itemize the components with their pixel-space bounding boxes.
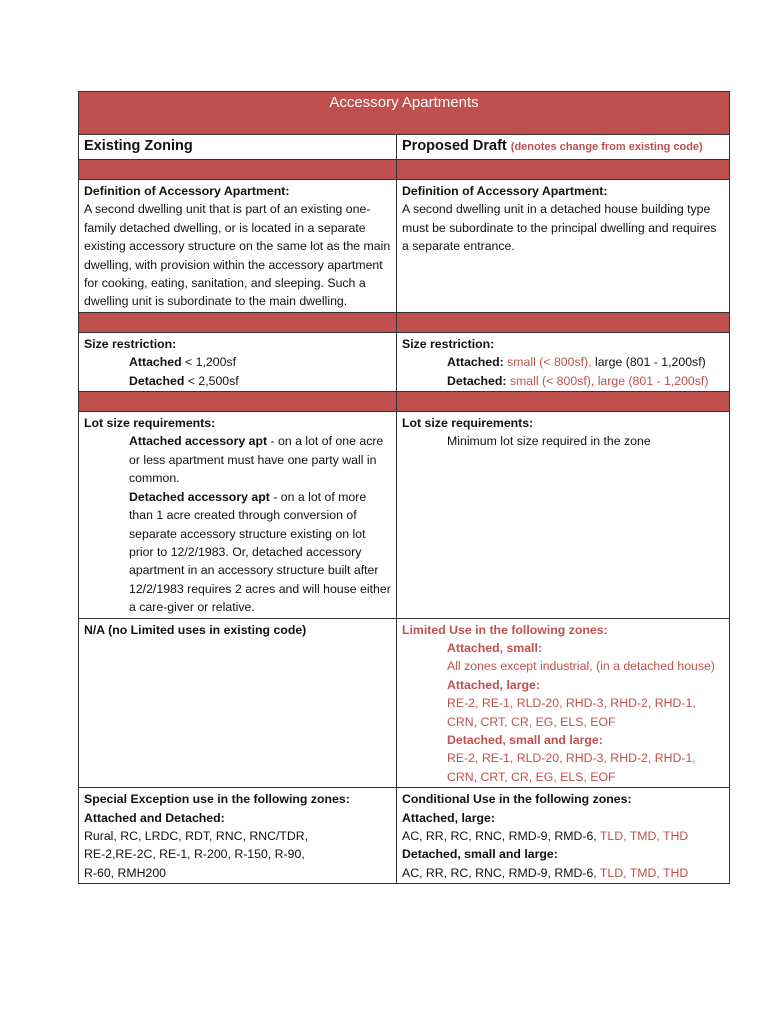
special-existing-label: Special Exception use in the following zones: [84, 792, 350, 807]
lot-proposed-text: Minimum lot size required in the zone [447, 434, 651, 449]
spacer-row [79, 160, 730, 180]
special-zone-line: R-60, RMH200 [84, 865, 167, 880]
definition-existing-text: A second dwelling unit that is part of an existing one-family detached dwelling, or is located in a separate existing accessory structure on the same lot as the main dwelling, with provision within the accessory apartment for cooking, eating, sanitation, and sleeping. Such a dwelling unit is subordinate to the main dwelling. [84, 202, 391, 309]
conditional-detached-zones [402, 864, 724, 882]
special-zone-line: Rural, RC, LRDC, RDT, RNC, RNC/TDR, [84, 829, 309, 843]
zones-existing: AC, RR, RC, RNC, RMD-9, RMD-6, [402, 829, 597, 843]
lot-detached-label: Detached accessory apt [129, 489, 270, 504]
spacer-row [79, 392, 730, 412]
special-existing-sublabel: Attached and Detached: [84, 810, 225, 825]
existing-zoning-title: Existing Zoning [84, 138, 193, 154]
lot-attached-label: Attached accessory apt [129, 434, 268, 449]
limited-attached-large-label: Attached, large: [447, 677, 540, 692]
spacer-cell [79, 312, 397, 332]
definition-proposed-cell [397, 180, 730, 313]
spacer-cell [79, 160, 397, 180]
lot-proposed-label: Lot size requirements: [402, 416, 534, 431]
lot-detached-text: - on a lot of more than 1 acre created through conversion of separate accessory structure existing on lot prior to 12/2/1983. Or, detached accessory apartment in an accessory structure built after 12/2/1983 requires 2 acres and will house either a care-giver or relative. [129, 489, 391, 615]
attached-label: Attached [129, 355, 182, 370]
title-row [79, 92, 730, 135]
limited-attached-large-text: RE-2, RE-1, RLD-20, RHD-3, RHD-2, RHD-1, CRN, CRT, CR, EG, ELS, EOF [447, 696, 696, 729]
conditional-attached-large-label: Attached, large: [402, 810, 495, 825]
limited-existing-text: N/A (no Limited uses in existing code) [84, 622, 307, 637]
limited-detached-text: RE-2, RE-1, RLD-20, RHD-3, RHD-2, RHD-1, CRN, CRT, CR, EG, ELS, EOF [447, 751, 696, 784]
spacer-cell [397, 160, 730, 180]
attached-large-value: large (801 - 1,200sf) [594, 355, 706, 370]
size-row [79, 332, 730, 391]
lot-detached-block [84, 488, 391, 617]
proposed-draft-title: Proposed Draft [402, 138, 507, 154]
detached-small-value: small (< 800sf), [509, 373, 595, 388]
conditional-detached-label: Detached, small and large: [402, 847, 558, 862]
conditional-label: Conditional Use in the following zones: [402, 792, 632, 807]
conditional-proposed-cell [397, 788, 730, 884]
zones-new: TLD, TMD, THD [599, 829, 689, 843]
size-proposed-label: Size restriction: [402, 336, 495, 351]
limited-use-row [79, 618, 730, 788]
definition-row [79, 180, 730, 313]
spacer-row [79, 312, 730, 332]
size-existing-cell [79, 332, 397, 391]
size-existing-detached [84, 372, 391, 390]
attached-value: < 1,200sf [185, 355, 236, 370]
attached-small-value: small (< 800sf), [507, 355, 592, 370]
size-proposed-detached [402, 372, 724, 390]
detached-label: Detached: [447, 373, 507, 388]
definition-existing-label: Definition of Accessory Apartment: [84, 184, 290, 198]
spacer-cell [397, 392, 730, 412]
limited-attached-small-label: Attached, small: [447, 640, 542, 655]
limited-proposed-label: Limited Use in the following zones: [402, 622, 608, 637]
limited-proposed-cell [397, 618, 730, 788]
definition-existing-cell [79, 180, 397, 313]
zones-new: TLD, TMD, THD [599, 865, 689, 880]
table-title: Accessory Apartments [79, 92, 730, 135]
size-proposed-cell [397, 332, 730, 391]
header-row [79, 135, 730, 160]
detached-value: < 2,500sf [187, 373, 239, 388]
existing-zoning-header [79, 135, 397, 160]
spacer-cell [79, 392, 397, 412]
size-existing-label: Size restriction: [84, 336, 177, 351]
accessory-apartments-table [78, 91, 730, 884]
definition-proposed-label: Definition of Accessory Apartment: [402, 184, 608, 198]
limited-detached-label: Detached, small and large: [447, 732, 603, 747]
special-zone-line: RE-2,RE-2C, RE-1, R-200, R-150, R-90, [84, 847, 305, 862]
detached-large-value: large (801 - 1,200sf) [597, 373, 709, 388]
special-existing-cell [79, 788, 397, 884]
lot-existing-cell [79, 412, 397, 618]
limited-attached-small-text: All zones except industrial, (in a detached house) [447, 659, 715, 674]
conditional-attached-large-zones [402, 827, 724, 845]
detached-label: Detached [129, 373, 185, 388]
lot-existing-label: Lot size requirements: [84, 416, 216, 431]
lot-attached-block [84, 432, 391, 487]
attached-label: Attached: [447, 355, 504, 370]
change-note: (denotes change from existing code) [510, 141, 703, 153]
size-existing-attached [84, 353, 391, 371]
proposed-draft-header [397, 135, 730, 160]
size-proposed-attached [402, 353, 724, 371]
spacer-cell [397, 312, 730, 332]
lot-attached-text: - on a lot of one acre or less apartment must have one party wall in common. [129, 434, 384, 486]
lot-proposed-cell [397, 412, 730, 618]
special-exception-row [79, 788, 730, 884]
lot-size-row [79, 412, 730, 618]
zones-existing: AC, RR, RC, RNC, RMD-9, RMD-6, [402, 865, 597, 880]
limited-existing-cell [79, 618, 397, 788]
definition-proposed-text: A second dwelling unit in a detached house building type must be subordinate to the principal dwelling and requires a separate entrance. [402, 202, 717, 254]
